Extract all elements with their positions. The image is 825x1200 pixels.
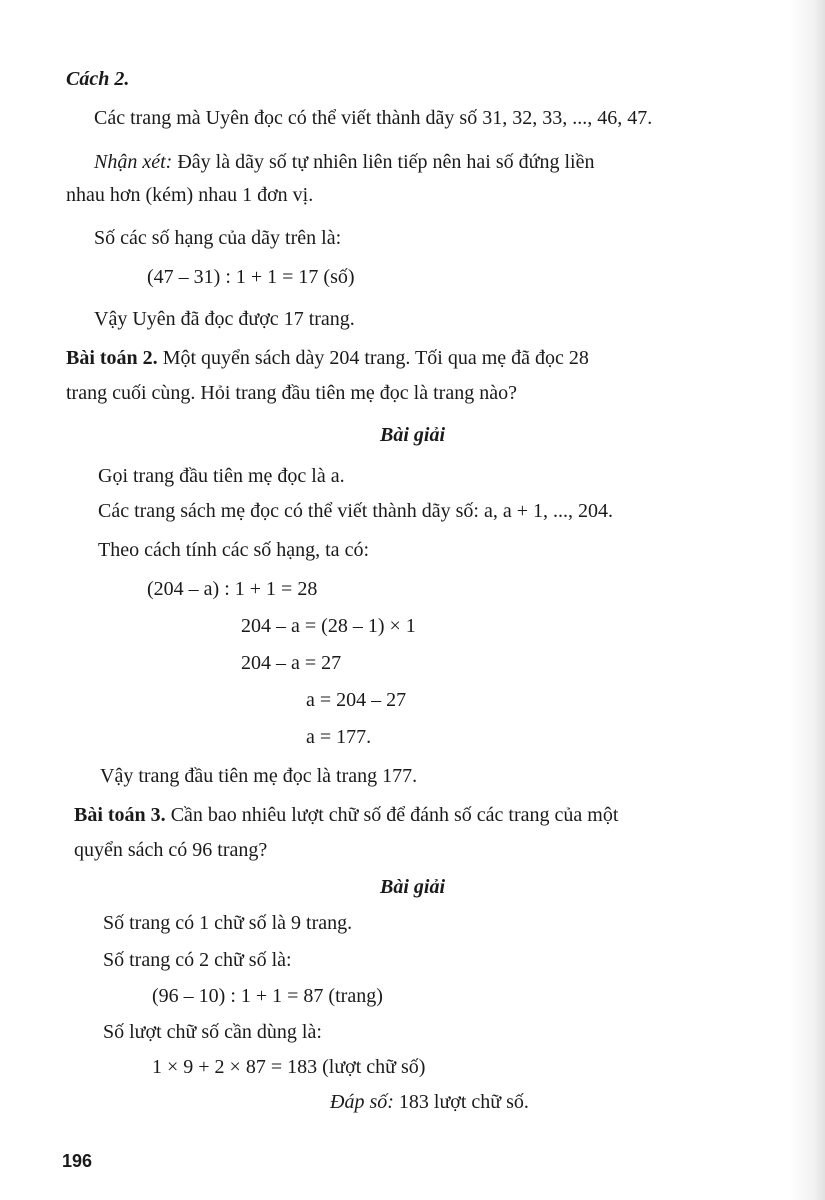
formula: 1 × 9 + 2 × 87 = 183 (lượt chữ số) xyxy=(152,1056,426,1078)
problem-3-label: Bài toán 3. xyxy=(74,804,166,826)
remark-line xyxy=(94,149,594,175)
conclusion: Vậy Uyên đã đọc được 17 trang. xyxy=(94,308,355,330)
conclusion: Vậy trang đầu tiên mẹ đọc là trang 177. xyxy=(100,765,418,787)
page-edge-shadow xyxy=(789,0,825,1200)
paragraph-line: Số trang có 2 chữ số là: xyxy=(103,949,292,971)
formula: (96 – 10) : 1 + 1 = 87 (trang) xyxy=(152,985,383,1007)
equation: a = 204 – 27 xyxy=(306,689,407,711)
problem-2-text: Một quyển sách dày 204 trang. Tối qua mẹ đã đọc 28 xyxy=(157,347,589,369)
paragraph-line: Số các số hạng của dãy trên là: xyxy=(94,227,342,249)
problem-2-line xyxy=(66,345,589,371)
remark-label: Nhận xét: xyxy=(94,151,173,173)
section-heading-cach-2: Cách 2. xyxy=(66,68,130,90)
page-number: 196 xyxy=(62,1151,93,1171)
problem-3-line xyxy=(74,802,618,828)
solution-title: Bài giải xyxy=(379,424,445,446)
equation: a = 177. xyxy=(306,726,372,748)
answer-label: Đáp số: xyxy=(330,1091,394,1113)
answer-text: 183 lượt chữ số. xyxy=(393,1091,529,1113)
solution-title: Bài giải xyxy=(379,876,445,898)
paragraph-line: Gọi trang đầu tiên mẹ đọc là a. xyxy=(98,465,345,487)
equation: 204 – a = 27 xyxy=(241,652,342,674)
paragraph-line: Theo cách tính các số hạng, ta có: xyxy=(98,539,369,561)
equation: (204 – a) : 1 + 1 = 28 xyxy=(147,578,318,600)
problem-3-text: Cần bao nhiêu lượt chữ số để đánh số các trang của một xyxy=(165,804,619,826)
remark-text: Đây là dãy số tự nhiên liên tiếp nên hai số đứng liền xyxy=(172,151,595,173)
paragraph-line: Số lượt chữ số cần dùng là: xyxy=(103,1021,322,1043)
paragraph-line: Các trang mà Uyên đọc có thể viết thành dãy số 31, 32, 33, ..., 46, 47. xyxy=(94,107,653,129)
formula: (47 – 31) : 1 + 1 = 17 (số) xyxy=(147,266,355,288)
paragraph-line: Các trang sách mẹ đọc có thể viết thành dãy số: a, a + 1, ..., 204. xyxy=(98,500,614,522)
paragraph-line: Số trang có 1 chữ số là 9 trang. xyxy=(103,912,353,934)
paragraph-line: nhau hơn (kém) nhau 1 đơn vị. xyxy=(66,184,314,206)
equation: 204 – a = (28 – 1) × 1 xyxy=(241,615,416,637)
problem-2-label: Bài toán 2. xyxy=(66,347,158,369)
answer-line xyxy=(330,1089,529,1115)
paragraph-line: trang cuối cùng. Hỏi trang đầu tiên mẹ đọc là trang nào? xyxy=(66,382,517,404)
paragraph-line: quyển sách có 96 trang? xyxy=(74,839,268,861)
